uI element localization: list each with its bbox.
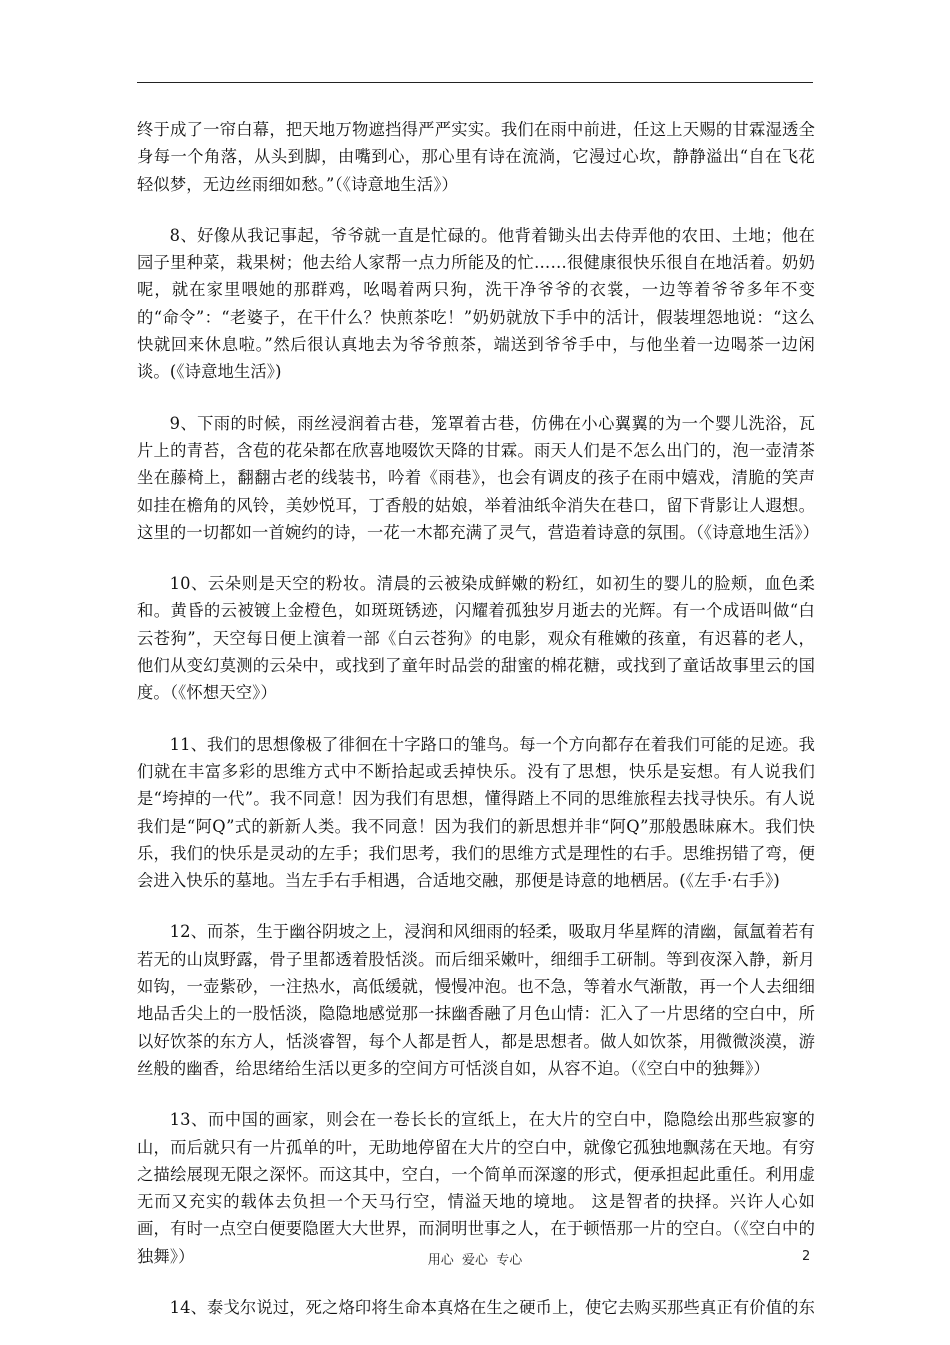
paragraph-9: 9、下雨的时候，雨丝浸润着古巷，笼罩着古巷，仿佛在小心翼翼的为一个婴儿洗浴，瓦片上的青苔，含苞的花朵都在欣喜地啜饮天降的甘霖。雨天人们是不怎么出门的，泡一壶清茶坐在藤椅上，翻翻古老的线装书，吟着《雨巷》，也会有调皮的孩子在雨中嬉戏，清脆的笑声如挂在檐角的风铃，美妙悦耳，丁香般的姑娘，举着油纸伞消失在巷口，留下背影让人遐想。这里的一切都如一首婉约的诗，一花一木都充满了灵气，营造着诗意的氛围。（《诗意地生活》）: [137, 413, 820, 542]
paragraph-10: 10、云朵则是天空的粉妆。清晨的云被染成鲜嫩的粉红，如初生的婴儿的脸颊，血色柔和。黄昏的云被镀上金橙色，如斑斑锈迹，闪耀着孤独岁月逝去的光辉。有一个成语叫做“白云苍狗”，天空每日便上演着一部《白云苍狗》的电影，观众有稚嫩的孩童，有迟暮的老人，他们从变幻莫测的云朵中，或找到了童年时品尝的甜蜜的棉花糖，或找到了童话故事里云的国度。（《怀想天空》）: [137, 574, 815, 703]
paragraph-continued: 终于成了一帘白幕，把天地万物遮挡得严严实实。我们在雨中前进，任这上天赐的甘霖湿透全身每一个角落，从头到脚，由嘴到心，那心里有诗在流淌，它漫过心坎，静静溢出“自在飞花轻似梦，无边丝雨细如愁。”（《诗意地生活》）: [137, 120, 815, 194]
paragraph-13: 13、而中国的画家，则会在一卷长长的宣纸上，在大片的空白中，隐隐绘出那些寂寥的山，而后就只有一片孤单的叶，无助地停留在大片的空白中，就像它孤独地飘荡在天地。有穷之描绘展现无限之深怀。而这其中，空白，一个简单而深邃的形式，便承担起此重任。利用虚无而又充实的载体去负担一个天马行空，情溢天地的境地。 这是智者的抉择。兴许人心如画，有时一点空白便要隐匿大大世界，而洞明世事之人，在于顿悟那一片的空白。（《空白中的独舞》）: [137, 1110, 815, 1266]
document-body: [137, 116, 820, 1345]
paragraph-11: 11、我们的思想像极了徘徊在十字路口的雏鸟。每一个方向都存在着我们可能的足迹。我们就在丰富多彩的思维方式中不断拾起或丢掉快乐。没有了思想，快乐是妄想。有人说我们是“垮掉的一代”。我不同意！因为我们有思想，懂得踏上不同的思维旅程去找寻快乐。有人说我们是“阿Q”式的新新人类。我不同意！因为我们的新思想并非“阿Q”那般愚昧麻木。我们快乐，我们的快乐是灵动的左手；我们思考，我们的思维方式是理性的右手。思维拐错了弯，便会进入快乐的墓地。当左手右手相遇，合适地交融，那便是诗意的地栖居。(《左手·右手》): [137, 734, 816, 891]
paragraph-12: 12、而茶，生于幽谷阴坡之上，浸润和风细雨的轻柔，吸取月华星辉的清幽，氤氲着若有若无的山岚野露，骨子里都透着股恬淡。而后细采嫩叶，细细手工研制。等到夜深入静，新月如钩，一壶紫砂，一注热水，高低缓就，慢慢冲泡。也不急，等着水气渐散，再一个人去细细地品舌尖上的一股恬淡，隐隐地感觉那一抹幽香融了月色山情：汇入了一片思绪的空白中，所以好饮茶的东方人，恬淡睿智，每个人都是哲人，都是思想者。做人如饮茶，用微微淡漠，游丝般的幽香，给思绪给生活以更多的空间方可恬淡自如，从容不迫。（《空白中的独舞》）: [137, 922, 816, 1078]
header-rule: [137, 82, 813, 83]
paragraph-8: 8、好像从我记事起，爷爷就一直是忙碌的。他背着锄头出去侍弄他的农田、土地；他在园子里种菜，栽果树；他去给人家帮一点力所能及的忙……很健康很快乐很自在地活着。奶奶呢，就在家里喂她的那群鸡，吆喝着两只狗，洗干净爷爷的衣裳，一边等着爷爷多年不变的“命令”：“老婆子，在干什么？快煎茶吃！”奶奶就放下手中的活计，假装埋怨地说：“这么快就回来休息啦。”然后很认真地去为爷爷煎茶，端送到爷爷手中，与他坐着一边喝茶一边闲谈。(《诗意地生活》): [137, 225, 815, 382]
paragraph-14: 14、泰戈尔说过，死之烙印将生命本真烙在生之硬币上，使它去购买那些真正有价值的东: [169, 1297, 816, 1317]
footer-motto: 用心 爱心 专心: [427, 1253, 523, 1268]
page-number: 2: [802, 1249, 811, 1264]
